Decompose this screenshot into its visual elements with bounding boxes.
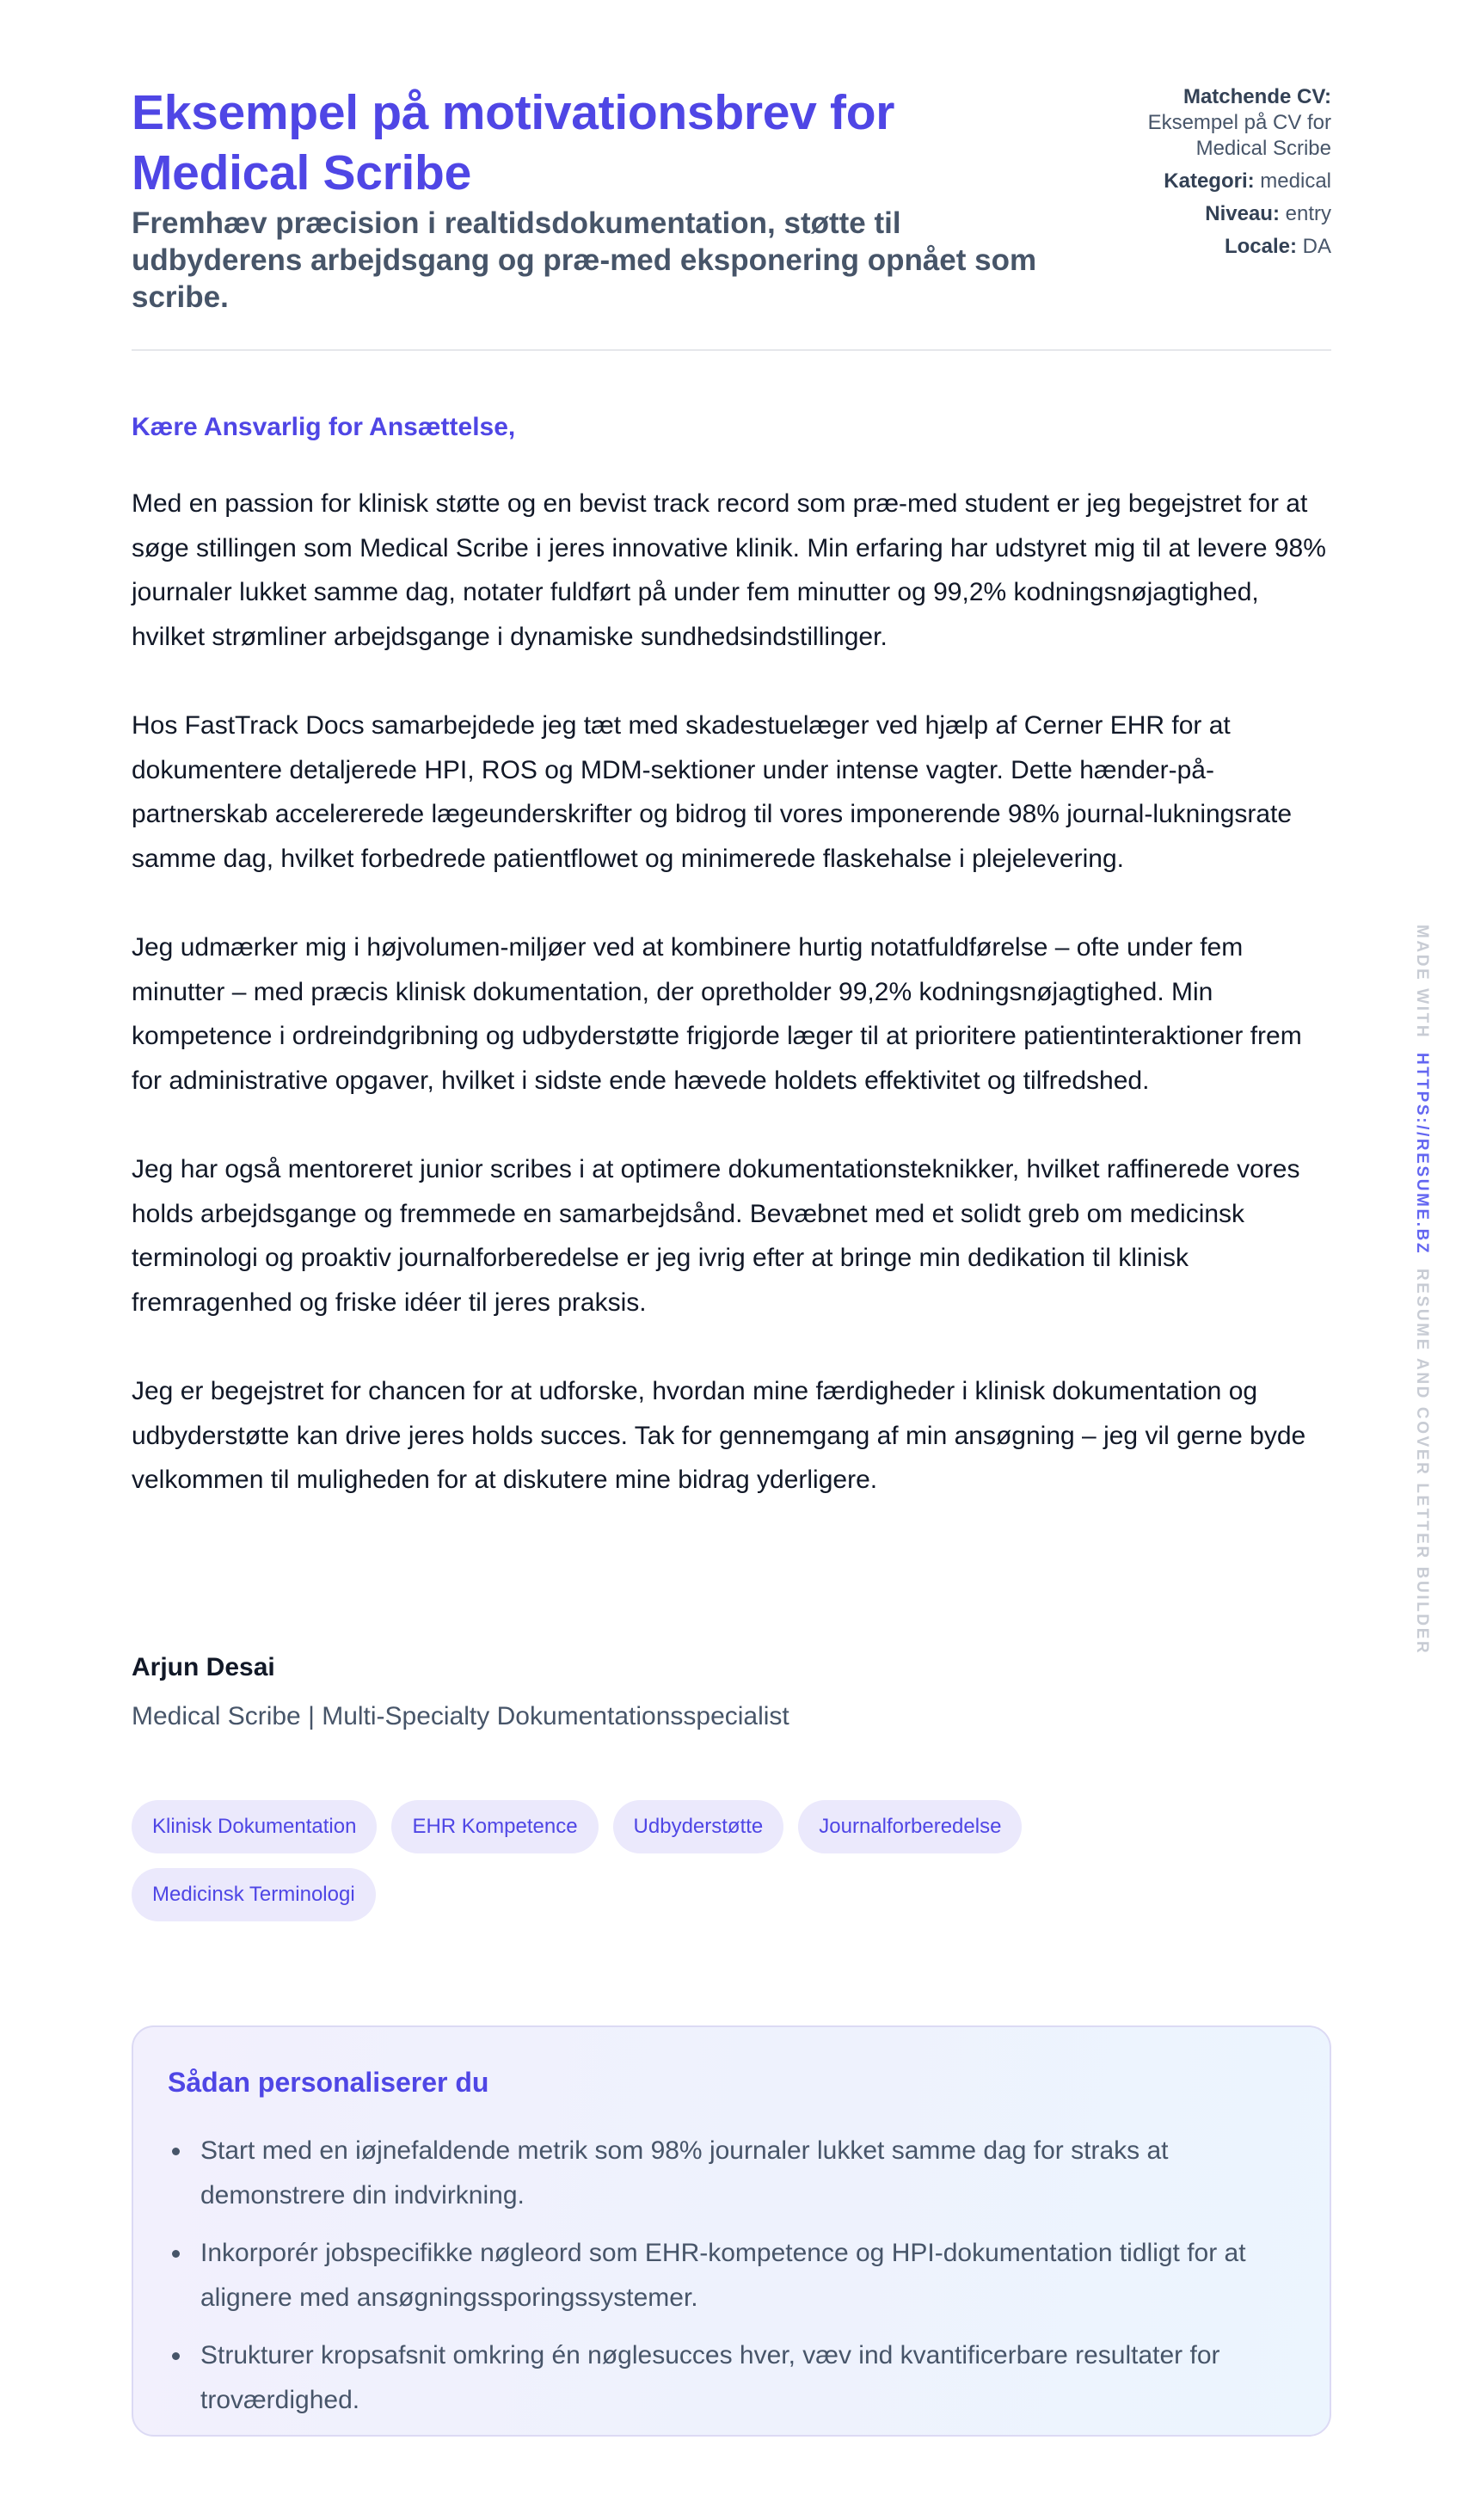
signature-title: Medical Scribe | Multi-Specialty Dokumentationsspecialist xyxy=(132,1702,789,1730)
cover-letter-page xyxy=(132,0,1331,2414)
bullet-icon xyxy=(172,2148,180,2155)
page-subtitle: Fremhæv præcision i realtidsdokumentation, støtte til udbyderens arbejdsgang og præ-med eksponering opnået som scribe. xyxy=(132,206,1037,314)
tip-text: Start med en iøjnefaldende metrik som 98% journaler lukket samme dag for straks at demonstrere din indvirkning. xyxy=(200,2136,1169,2210)
bullet-icon xyxy=(172,2352,180,2360)
tips-list-item xyxy=(168,2129,1295,2218)
meta-category-label: Kategori: xyxy=(1164,169,1255,193)
tip-text: Strukturer kropsafsnit omkring én nøglesucces hver, væv ind kvantificerbare resultater for troværdighed. xyxy=(200,2341,1220,2414)
meta-matching-cv xyxy=(1073,84,1331,162)
watermark-link[interactable]: HTTPS://RESUME.BZ xyxy=(1413,1052,1431,1256)
page-header xyxy=(132,0,1331,350)
meta-level-label: Niveau: xyxy=(1205,202,1280,225)
meta-level xyxy=(1073,201,1331,227)
tips-list xyxy=(168,2129,1295,2423)
letter-paragraph: Jeg udmærker mig i højvolumen-miljøer ved at kombinere hurtig notatfuldførelse – ofte under fem minutter – med præcis klinisk dokumentation, der opretholder 99,2% kodningsnøjagtighed. Min kompetence i ordreindgribning og udbyderstøtte frigjorde læger til at prioritere patientinteraktioner frem for administrative opgaver, hvilket i sidste ende hævede holdets effektivitet og tilfredshed. xyxy=(132,933,1302,1095)
meta-level-value: entry xyxy=(1285,202,1331,225)
skill-tags xyxy=(132,1800,1164,1921)
skill-tag: Klinisk Dokumentation xyxy=(132,1800,377,1853)
watermark-suffix: RESUME AND COVER LETTER BUILDER xyxy=(1413,1268,1431,1656)
letter-body xyxy=(132,482,1336,1547)
meta-panel xyxy=(1073,84,1331,267)
letter-greeting: Kære Ansvarlig for Ansættelse, xyxy=(132,413,516,441)
tips-list-item xyxy=(168,2231,1295,2320)
tips-title: Sådan personaliserer du xyxy=(168,2067,489,2098)
signature-name: Arjun Desai xyxy=(132,1653,275,1681)
meta-matching-cv-link[interactable]: Eksempel på CV for Medical Scribe xyxy=(1147,111,1331,160)
bullet-icon xyxy=(172,2250,180,2258)
skill-tag: EHR Kompetence xyxy=(391,1800,598,1853)
meta-category-value: medical xyxy=(1260,169,1331,193)
meta-category xyxy=(1073,169,1331,194)
signature-block xyxy=(132,1650,789,1734)
meta-locale-label: Locale: xyxy=(1224,235,1297,258)
skill-tag: Medicinsk Terminologi xyxy=(132,1868,376,1921)
letter-paragraph: Jeg har også mentoreret junior scribes i at optimere dokumentationsteknikker, hvilket raffinerede vores holds arbejdsgange og fremmede en samarbejdsånd. Bevæbnet med et solidt greb om medicinsk terminologi og proaktiv journalforberedelse er jeg ivrig efter at bringe min dedikation til klinisk fremragenhed og friske idéer til jeres praksis. xyxy=(132,1155,1300,1317)
tip-text: Inkorporér jobspecifikke nøgleord som EHR-kompetence og HPI-dokumentation tidligt for at alignere med ansøgningssporingssystemer. xyxy=(200,2239,1246,2312)
header-divider xyxy=(132,349,1331,351)
letter-paragraph: Hos FastTrack Docs samarbejdede jeg tæt med skadestuelæger ved hjælp af Cerner EHR for at dokumentere detaljerede HPI, ROS og MDM-sektioner under intense vagter. Dette hænder-på-partnerskab accelererede lægeunderskrifter og bidrog til vores imponerende 98% journal-lukningsrate samme dag, hvilket forbedrede patientflowet og minimerede flaskehalse i plejelevering. xyxy=(132,711,1293,873)
skill-tag: Udbyderstøtte xyxy=(613,1800,784,1853)
page-title: Eksempel på motivationsbrev for Medical Scribe xyxy=(132,85,895,200)
skill-tag: Journalforberedelse xyxy=(798,1800,1022,1853)
meta-matching-cv-label: Matchende CV: xyxy=(1182,85,1331,108)
letter-paragraph: Jeg er begejstret for chancen for at udforske, hvordan mine færdigheder i klinisk dokumentation og udbyderstøtte kan drive jeres holds succes. Tak for gennemgang af min ansøgning – jeg vil gerne byde velkommen til muligheden for at diskutere mine bidrag yderligere. xyxy=(132,1377,1306,1494)
vertical-watermark xyxy=(1409,925,1434,1656)
meta-locale xyxy=(1073,234,1331,260)
tips-list-item xyxy=(168,2333,1295,2423)
watermark-prefix: MADE WITH xyxy=(1413,925,1431,1040)
watermark-text xyxy=(1409,925,1434,1655)
header-title-block xyxy=(132,83,1043,316)
letter-paragraph: Med en passion for klinisk støtte og en bevist track record som præ-med student er jeg begejstret for at søge stillingen som Medical Scribe i jeres innovative klinik. Min erfaring har udstyret mig til at levere 98% journaler lukket samme dag, notater fuldført på under fem minutter og 99,2% kodningsnøjagtighed, hvilket strømliner arbejdsgange i dynamiske sundhedsindstillinger. xyxy=(132,489,1326,651)
meta-locale-value: DA xyxy=(1302,235,1331,258)
personalization-tips-card xyxy=(132,2025,1331,2437)
